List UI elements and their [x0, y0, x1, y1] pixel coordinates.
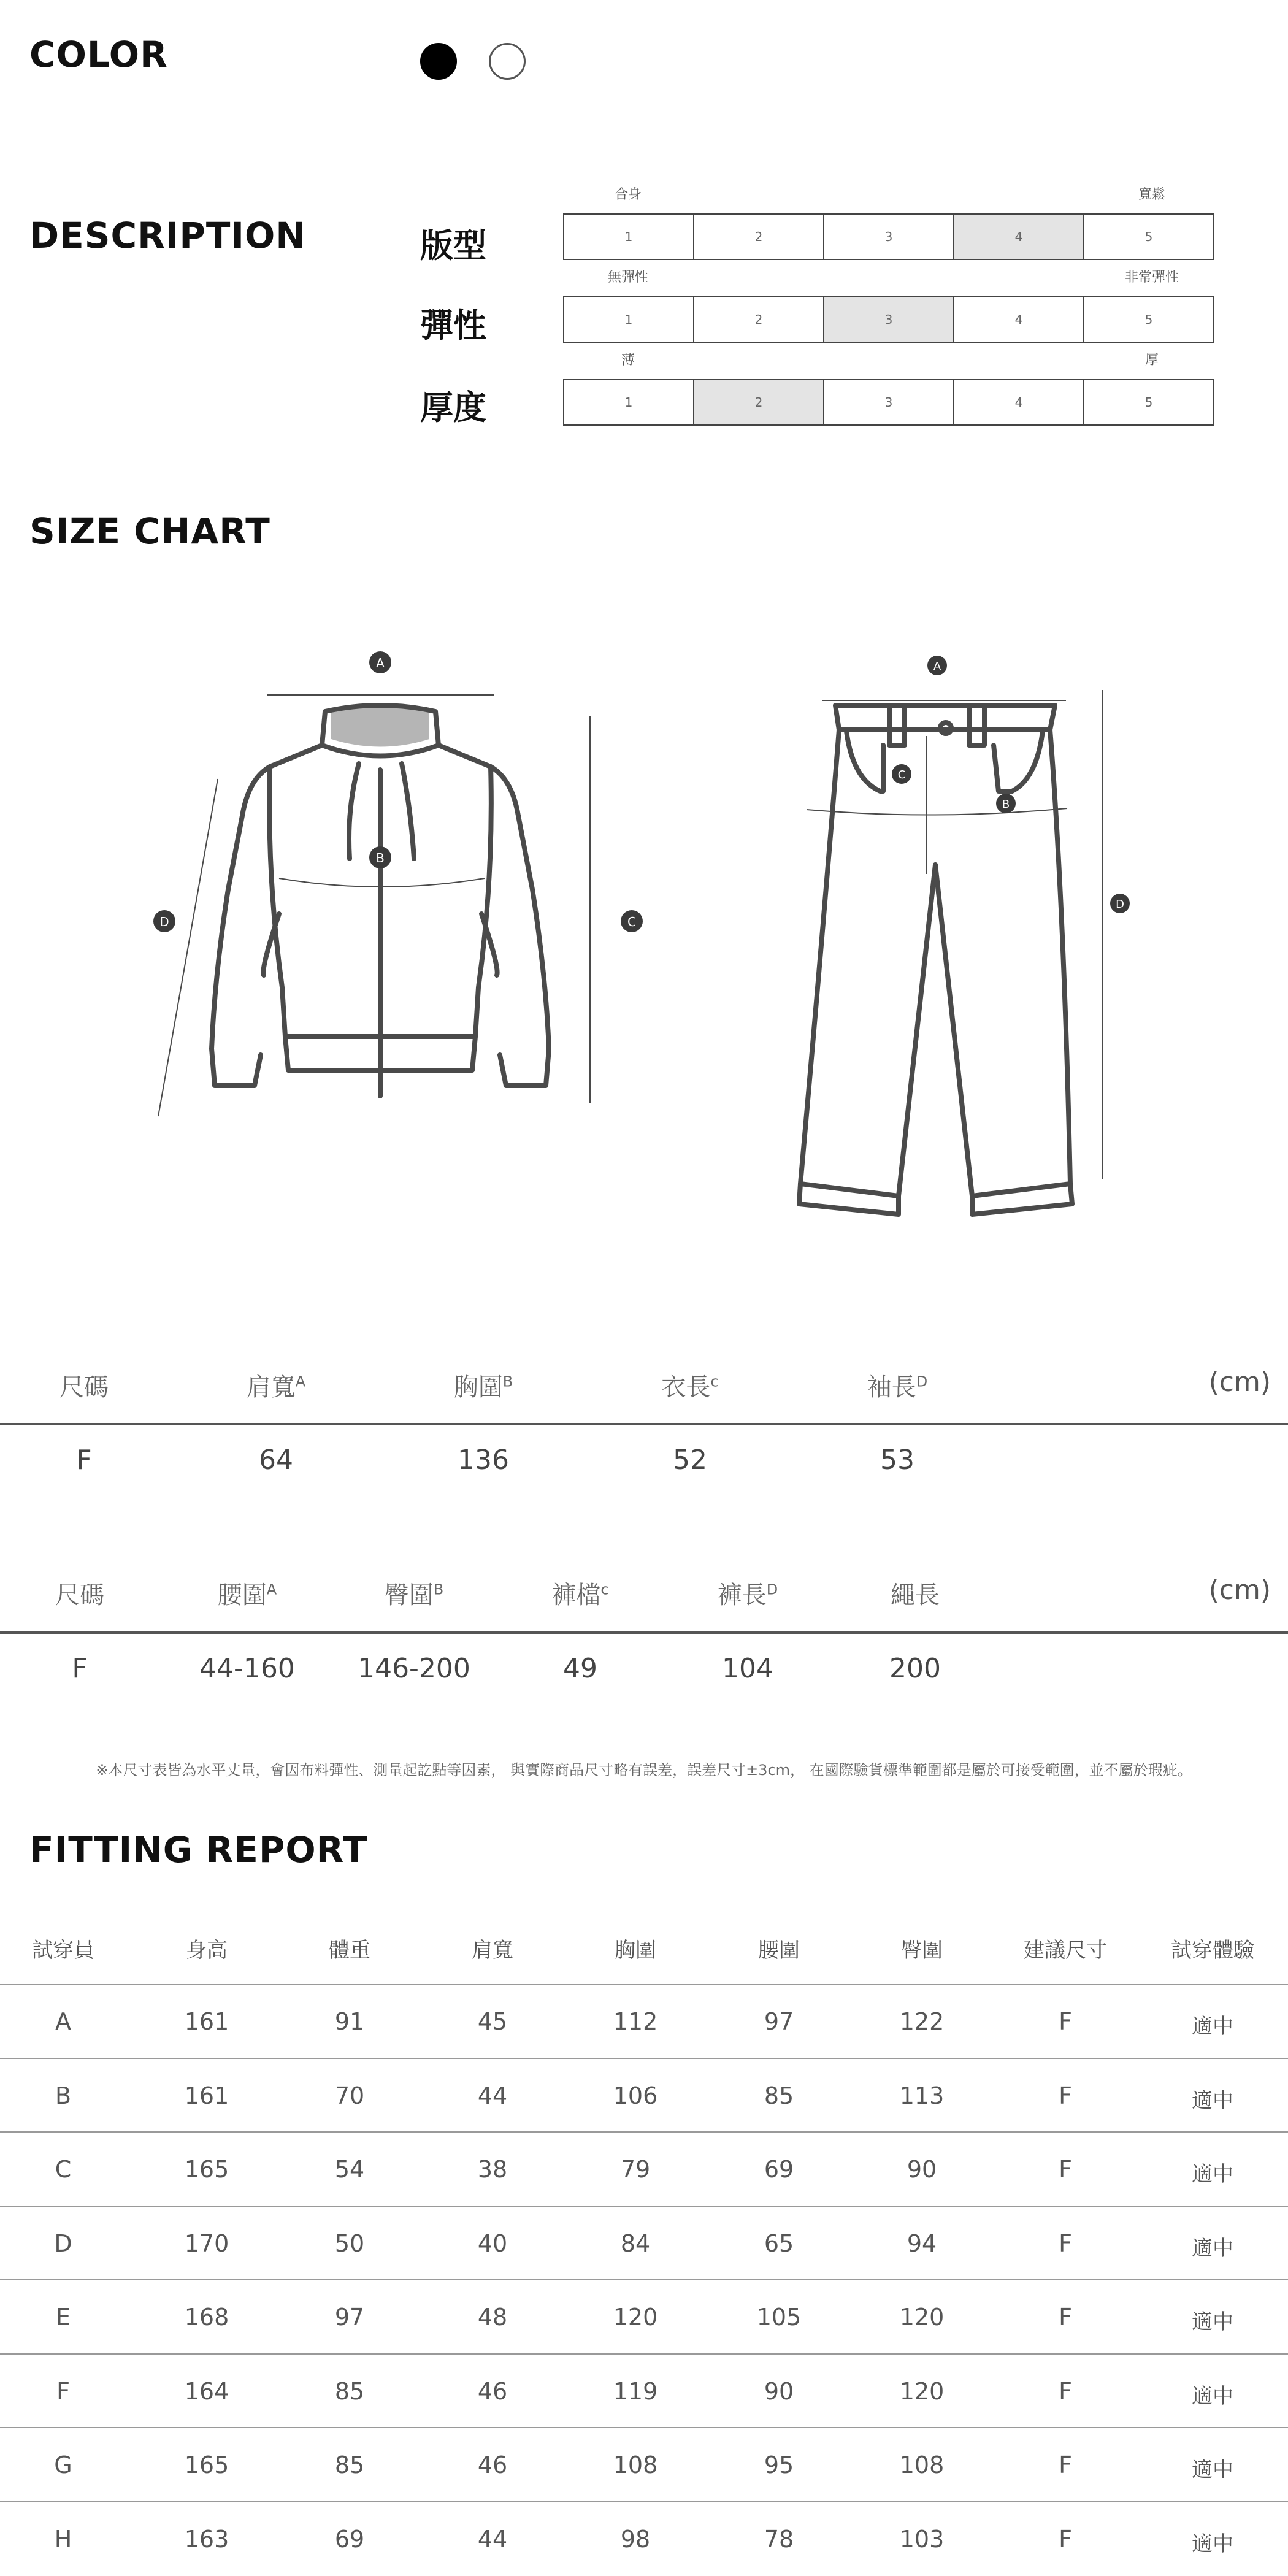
size-table-header-sup: c: [710, 1373, 719, 1390]
pants-marker-b-label: B: [1002, 798, 1010, 811]
size-table-header-label: 尺碼: [55, 1581, 104, 1609]
fitting-cell: 103: [899, 2526, 945, 2553]
size-table-header-sup: D: [766, 1581, 778, 1598]
pants-marker-a-label: A: [933, 660, 941, 673]
size-table-header: [59, 1368, 109, 1403]
size-table-divider: [0, 1423, 1288, 1425]
fitting-cell: 38: [477, 2156, 508, 2183]
fitting-cell: F: [1059, 2156, 1072, 2183]
fitting-cell: C: [55, 2156, 72, 2183]
fitting-cell: H: [54, 2526, 72, 2553]
fitting-cell: 165: [184, 2156, 229, 2183]
fitting-cell: 85: [334, 2378, 365, 2405]
fitting-cell: 65: [764, 2230, 794, 2257]
size-chart-title: SIZE CHART: [29, 510, 270, 552]
fitting-cell: 78: [764, 2526, 794, 2553]
scale-option[interactable]: 5: [1083, 297, 1213, 342]
fitting-cell: E: [55, 2304, 71, 2331]
fitting-header: 體重: [329, 1938, 370, 1963]
fitting-row-divider: [0, 1984, 1288, 1985]
size-table-header-label: 褲檔: [551, 1581, 601, 1609]
size-table-header: [247, 1368, 305, 1403]
size-table-unit: (cm): [1208, 1574, 1271, 1606]
fitting-cell: 94: [907, 2230, 937, 2257]
fitting-row-divider: [0, 2058, 1288, 2059]
size-table-cell: 146-200: [358, 1653, 470, 1684]
fitting-row-divider: [0, 2353, 1288, 2355]
fitting-cell: 90: [764, 2378, 794, 2405]
fitting-cell: 40: [477, 2230, 508, 2257]
size-table-cell: 64: [259, 1444, 293, 1476]
fitting-cell: 108: [613, 2451, 658, 2478]
fitting-cell: 適中: [1192, 2162, 1233, 2187]
fitting-cell: 170: [184, 2230, 229, 2257]
fitting-header: 臀圍: [901, 1938, 943, 1963]
fitting-cell: F: [1059, 2304, 1072, 2331]
size-table-header-label: 袖長: [867, 1373, 916, 1401]
fitting-cell: 84: [620, 2230, 651, 2257]
size-table-unit: (cm): [1208, 1367, 1271, 1398]
fitting-cell: 108: [899, 2451, 945, 2478]
scale-bar: [563, 379, 1214, 426]
size-table-cell: F: [72, 1653, 88, 1684]
fitting-cell: 適中: [1192, 2532, 1233, 2556]
size-table-header-sup: B: [433, 1581, 444, 1598]
size-table-header-sup: c: [600, 1581, 609, 1598]
fitting-cell: 50: [334, 2230, 365, 2257]
size-table-header-label: 尺碼: [59, 1373, 109, 1401]
fitting-cell: 69: [764, 2156, 794, 2183]
fitting-cell: 164: [184, 2378, 229, 2405]
size-table-header-label: 臀圍: [384, 1581, 434, 1609]
color-section-title: COLOR: [29, 34, 168, 75]
scale-option[interactable]: 4: [953, 297, 1083, 342]
jacket-diagram: [212, 705, 549, 1096]
fitting-cell: 適中: [1192, 2458, 1233, 2482]
size-table-header-sup: D: [916, 1373, 928, 1390]
fitting-header: 身高: [186, 1938, 228, 1963]
fitting-cell: 163: [184, 2526, 229, 2553]
fitting-row-divider: [0, 2427, 1288, 2428]
scale-option[interactable]: 4: [953, 215, 1083, 259]
fitting-cell: 120: [613, 2304, 658, 2331]
scale-option[interactable]: 2: [693, 380, 823, 424]
scale-option[interactable]: 3: [823, 215, 953, 259]
scale-option[interactable]: 3: [823, 380, 953, 424]
fitting-cell: 165: [184, 2451, 229, 2478]
jacket-marker-d-label: D: [159, 914, 169, 929]
scale-option[interactable]: 1: [624, 395, 633, 410]
scale-option[interactable]: 2: [693, 297, 823, 342]
fitting-cell: F: [1059, 2230, 1072, 2257]
fitting-cell: F: [1059, 2378, 1072, 2405]
jacket-marker-b-label: B: [376, 851, 385, 865]
scale-label: 版型: [420, 226, 486, 265]
size-table-header: [661, 1368, 718, 1403]
color-swatch-white[interactable]: [489, 43, 526, 80]
fitting-cell: 85: [764, 2082, 794, 2109]
fitting-cell: 168: [184, 2304, 229, 2331]
fitting-cell: 適中: [1192, 2014, 1233, 2039]
size-table-header: [218, 1576, 277, 1611]
scale-bar: [563, 213, 1214, 260]
scale-left-caption: 薄: [621, 353, 635, 368]
color-swatch-black[interactable]: [420, 43, 457, 80]
fitting-cell: 44: [477, 2526, 508, 2553]
fitting-cell: A: [55, 2008, 71, 2035]
fitting-cell: 112: [613, 2008, 658, 2035]
scale-option[interactable]: 5: [1083, 380, 1213, 424]
size-table-header-sup: A: [266, 1581, 277, 1598]
pants-marker-c-label: C: [897, 769, 906, 781]
pants-marker-d-label: D: [1116, 898, 1124, 911]
size-table-header-label: 胸圍: [453, 1373, 503, 1401]
fitting-cell: 54: [334, 2156, 365, 2183]
scale-option[interactable]: 2: [693, 215, 823, 259]
scale-option[interactable]: 3: [823, 297, 953, 342]
size-table-cell: 52: [673, 1444, 707, 1476]
fitting-cell: F: [1059, 2082, 1072, 2109]
scale-option[interactable]: 5: [1083, 215, 1213, 259]
scale-left-caption: 合身: [614, 187, 642, 202]
scale-option[interactable]: 4: [953, 380, 1083, 424]
size-table-cell: F: [76, 1444, 92, 1476]
size-table-header: [551, 1576, 608, 1611]
fitting-cell: 46: [477, 2451, 508, 2478]
scale-label: 厚度: [420, 388, 486, 427]
scale-right-caption: 寬鬆: [1138, 187, 1166, 202]
fitting-cell: G: [54, 2451, 72, 2478]
scale-left-caption: 無彈性: [607, 270, 649, 285]
size-table-cell: 104: [722, 1653, 773, 1684]
fitting-cell: 70: [334, 2082, 365, 2109]
fitting-cell: 97: [334, 2304, 365, 2331]
fitting-cell: 113: [899, 2082, 945, 2109]
fitting-cell: 48: [477, 2304, 508, 2331]
fitting-cell: 106: [613, 2082, 658, 2109]
fitting-cell: 122: [899, 2008, 945, 2035]
jacket-marker-a-label: A: [376, 656, 385, 670]
fitting-cell: 105: [756, 2304, 802, 2331]
size-table-cell: 44-160: [199, 1653, 295, 1684]
size-table-cell: 53: [880, 1444, 914, 1476]
size-table-header-sup: A: [295, 1373, 306, 1390]
size-table-cell: 136: [458, 1444, 509, 1476]
size-note: ※本尺寸表皆為水平丈量，會因布料彈性、測量起訖點等因素， 與實際商品尺寸略有誤差，誤差尺寸±3cm， 在國際驗貨標準範圍都是屬於可接受範圍，並不屬於瑕疵。: [96, 1761, 1192, 1779]
fitting-row-divider: [0, 2501, 1288, 2502]
scale-right-caption: 厚: [1144, 353, 1159, 368]
pants-diagram: [799, 705, 1072, 1214]
garment-diagrams: [0, 632, 1288, 1221]
fitting-header: 試穿員: [32, 1938, 94, 1963]
size-table-header: [891, 1576, 940, 1611]
fitting-cell: 98: [620, 2526, 651, 2553]
fitting-header: 肩寬: [472, 1938, 513, 1963]
fitting-report-title: FITTING REPORT: [29, 1829, 368, 1871]
size-table-header-label: 肩寬: [246, 1373, 296, 1401]
fitting-cell: 69: [334, 2526, 365, 2553]
size-table-divider: [0, 1631, 1288, 1634]
fitting-cell: F: [1059, 2526, 1072, 2553]
fitting-cell: 適中: [1192, 2384, 1233, 2409]
description-section-title: DESCRIPTION: [29, 215, 306, 256]
fitting-cell: 97: [764, 2008, 794, 2035]
fitting-cell: F: [1059, 2008, 1072, 2035]
pants-markers: [892, 656, 1130, 913]
scale-label: 彈性: [420, 306, 486, 345]
size-table-cell: 200: [889, 1653, 941, 1684]
scale-option[interactable]: 1: [624, 229, 633, 244]
scale-bar: [563, 296, 1214, 343]
size-table-header-label: 衣長: [661, 1373, 711, 1401]
scale-option[interactable]: 1: [624, 312, 633, 327]
size-table-header-label: 繩長: [891, 1581, 940, 1609]
fitting-cell: 45: [477, 2008, 508, 2035]
fitting-header: 建議尺寸: [1024, 1938, 1107, 1963]
fitting-header: 胸圍: [615, 1938, 656, 1963]
size-table-header: [385, 1576, 443, 1611]
fitting-cell: 119: [613, 2378, 658, 2405]
fitting-cell: 120: [899, 2378, 945, 2405]
fitting-cell: 適中: [1192, 2310, 1233, 2334]
size-table-cell: 49: [563, 1653, 597, 1684]
size-table-header: [55, 1576, 104, 1611]
fitting-cell: 95: [764, 2451, 794, 2478]
size-table-header-label: 腰圍: [217, 1581, 267, 1609]
scale-right-caption: 非常彈性: [1124, 270, 1179, 285]
size-table-header: [718, 1576, 778, 1611]
fitting-header: 腰圍: [758, 1938, 800, 1963]
size-table-header: [454, 1368, 513, 1403]
jacket-marker-c-label: C: [627, 914, 636, 929]
fitting-cell: 46: [477, 2378, 508, 2405]
size-table-header-label: 褲長: [717, 1581, 767, 1609]
fitting-cell: F: [1059, 2451, 1072, 2478]
fitting-cell: 適中: [1192, 2236, 1233, 2261]
fitting-cell: 91: [334, 2008, 365, 2035]
fitting-cell: 161: [184, 2008, 229, 2035]
fitting-row-divider: [0, 2279, 1288, 2280]
fitting-row-divider: [0, 2131, 1288, 2133]
fitting-cell: B: [55, 2082, 72, 2109]
fitting-cell: 85: [334, 2451, 365, 2478]
size-table-header: [867, 1368, 927, 1403]
fitting-row-divider: [0, 2206, 1288, 2207]
fitting-cell: 79: [620, 2156, 651, 2183]
fitting-cell: 90: [907, 2156, 937, 2183]
fitting-cell: 適中: [1192, 2088, 1233, 2113]
fitting-cell: 44: [477, 2082, 508, 2109]
fitting-cell: 120: [899, 2304, 945, 2331]
size-table-header-sup: B: [502, 1373, 513, 1390]
fitting-cell: F: [56, 2378, 70, 2405]
fitting-header: 試穿體驗: [1171, 1938, 1254, 1963]
fitting-cell: 161: [184, 2082, 229, 2109]
fitting-cell: D: [54, 2230, 72, 2257]
